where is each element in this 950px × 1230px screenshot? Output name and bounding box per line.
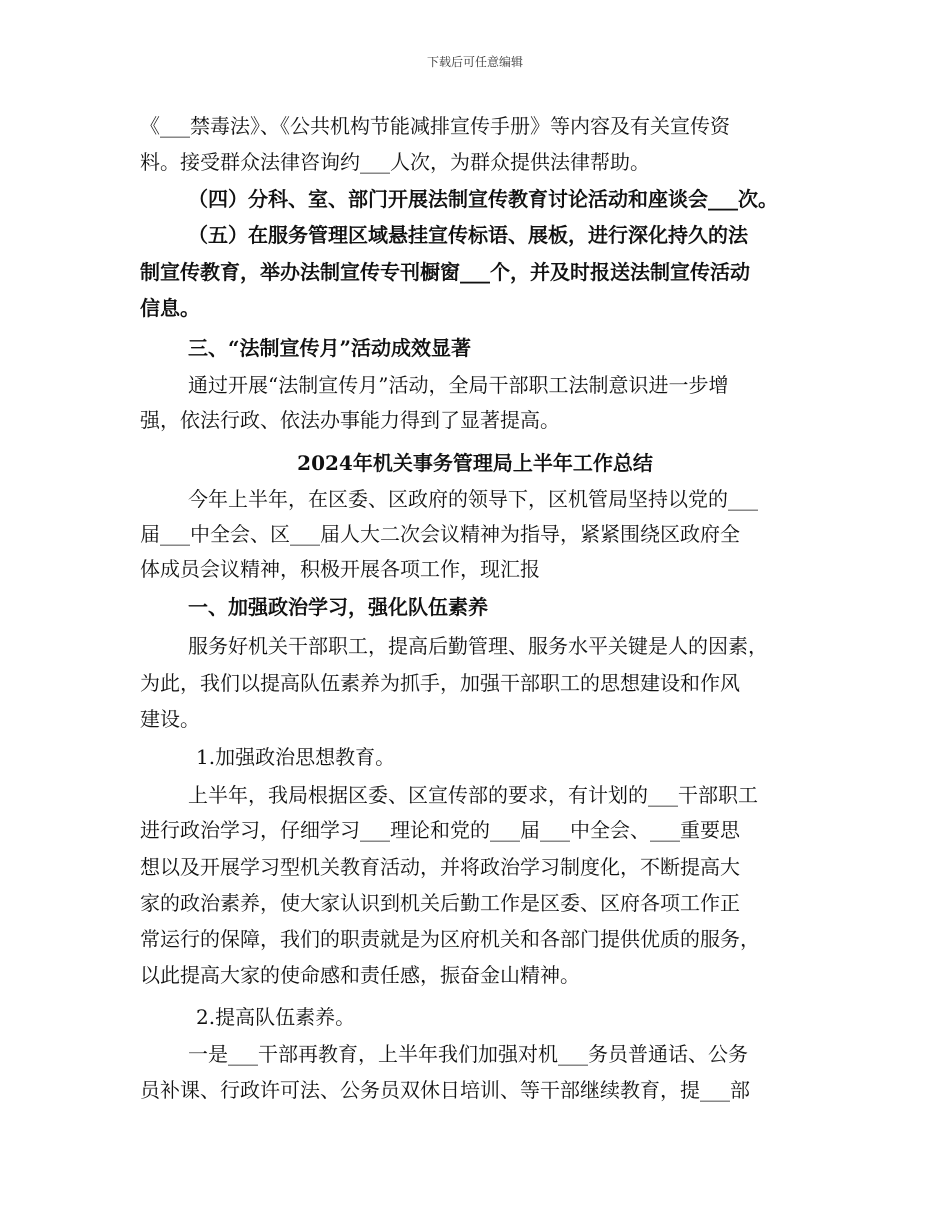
- text-line: 制宣传教育，举办法制宣传专刊橱窗___个，并及时报送法制宣传活动: [140, 260, 750, 284]
- text-line: 以此提高大家的使命感和责任感，振奋金山精神。: [140, 963, 580, 987]
- subsection-heading: 2.提高队伍素养。: [196, 1005, 356, 1029]
- text-line: 建设。: [140, 707, 200, 731]
- text-line: 上半年，我局根据区委、区宣传部的要求，有计划的___干部职工: [188, 783, 758, 807]
- text-line: 信息。: [140, 296, 200, 320]
- text-line: 今年上半年，在区委、区政府的领导下，区机管局坚持以党的___: [188, 487, 758, 511]
- text-line: 届___中全会、区___届人大二次会议精神为指导，紧紧围绕区政府全: [140, 522, 740, 546]
- text-line: 料。接受群众法律咨询约___人次，为群众提供法律帮助。: [140, 150, 650, 174]
- subsection-heading: （五）在服务管理区域悬挂宣传标语、展板，进行深化持久的法: [188, 223, 748, 247]
- text-line: 《___禁毒法》、《公共机构节能减排宣传手册》等内容及有关宣传资: [140, 114, 730, 138]
- text-line: 强，依法行政、依法办事能力得到了显著提高。: [140, 408, 560, 432]
- text-line: 服务好机关干部职工，提高后勤管理、服务水平关键是人的因素，: [188, 634, 768, 658]
- section-heading: 一、加强政治学习，强化队伍素养: [188, 595, 488, 619]
- text-line: 体成员会议精神，积极开展各项工作，现汇报: [140, 557, 540, 581]
- section-heading: 三、“法制宣传月”活动成效显著: [188, 336, 472, 360]
- text-line: 为此，我们以提高队伍素养为抓手，加强干部职工的思想建设和作风: [140, 671, 740, 695]
- text-line: 家的政治素养，使大家认识到机关后勤工作是区委、区府各项工作正: [140, 891, 740, 915]
- text-line: 常运行的保障，我们的职责就是为区府机关和各部门提供优质的服务，: [140, 927, 760, 951]
- page-header: 下载后可任意编辑: [426, 55, 523, 69]
- subsection-heading: 1.加强政治思想教育。: [196, 745, 396, 769]
- text-line: 想以及开展学习型机关教育活动，并将政治学习制度化，不断提高大: [140, 855, 740, 879]
- text-line: 员补课、行政许可法、公务员双休日培训、等干部继续教育，提___部: [140, 1078, 750, 1102]
- text-line: 通过开展“法制宣传月”活动，全局干部职工法制意识进一步增: [188, 373, 729, 397]
- text-line: 进行政治学习，仔细学习___理论和党的___届___中全会、___重要思: [140, 818, 740, 842]
- document-title: 2024年机关事务管理局上半年工作总结: [297, 451, 653, 475]
- text-line: 一是___干部再教育，上半年我们加强对机___务员普通话、公务: [188, 1042, 748, 1066]
- subsection-heading: （四）分科、室、部门开展法制宣传教育讨论活动和座谈会___次。: [188, 187, 778, 211]
